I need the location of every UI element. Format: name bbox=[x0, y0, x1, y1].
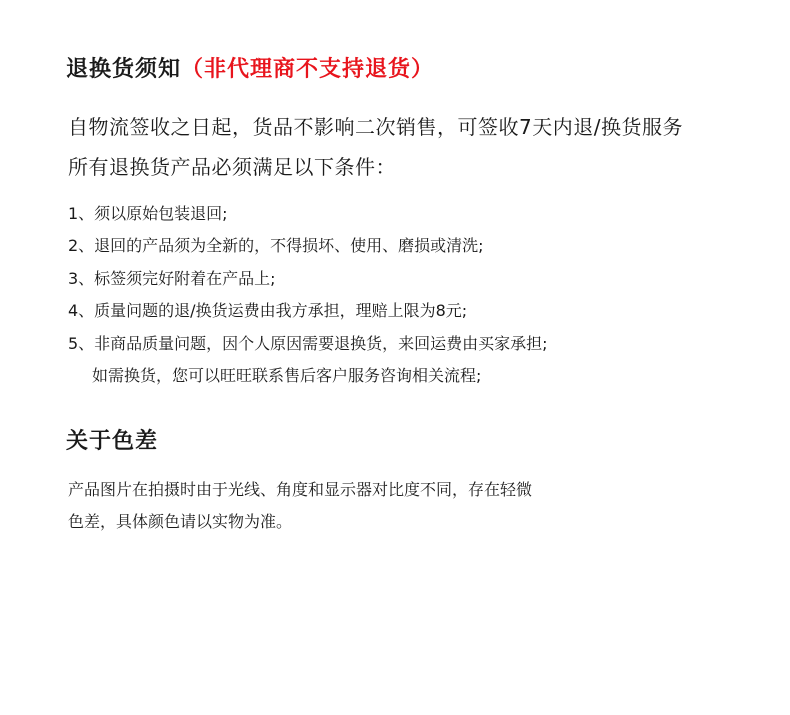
condition-item: 1、须以原始包装退回; bbox=[68, 204, 228, 223]
condition-item: 2、退回的产品须为全新的，不得损坏、使用、磨损或清洗; bbox=[68, 236, 484, 256]
condition-item: 4、质量问题的退/换货运费由我方承担，理赔上限为8元; bbox=[68, 301, 468, 321]
exchange-contact-note: 如需换货，您可以旺旺联系售后客户服务咨询相关流程; bbox=[92, 365, 482, 385]
color-difference-title: 关于色差 bbox=[66, 429, 159, 454]
paragraph-line: 产品图片在拍摄时由于光线、角度和显示器对比度不同，存在轻微 bbox=[68, 480, 533, 499]
return-policy-title bbox=[66, 52, 434, 83]
return-policy-heading: 退换货须知 bbox=[66, 57, 182, 82]
return-conditions-list bbox=[68, 198, 548, 392]
condition-item: 5、非商品质量问题，因个人原因需要退换货，来回运费由买家承担; bbox=[68, 333, 548, 353]
return-window-statement: 自物流签收之日起，货品不影响二次销售，可签收7天内退/换货服务 bbox=[68, 115, 683, 139]
condition-item: 3、标签须完好附着在产品上; bbox=[68, 268, 276, 288]
conditions-intro: 所有退换货产品必须满足以下条件： bbox=[68, 155, 396, 179]
color-difference-paragraph bbox=[68, 474, 608, 538]
non-agent-notice: （非代理商不支持退货） bbox=[181, 57, 435, 82]
paragraph-line: 色差，具体颜色请以实物为准。 bbox=[68, 512, 293, 531]
